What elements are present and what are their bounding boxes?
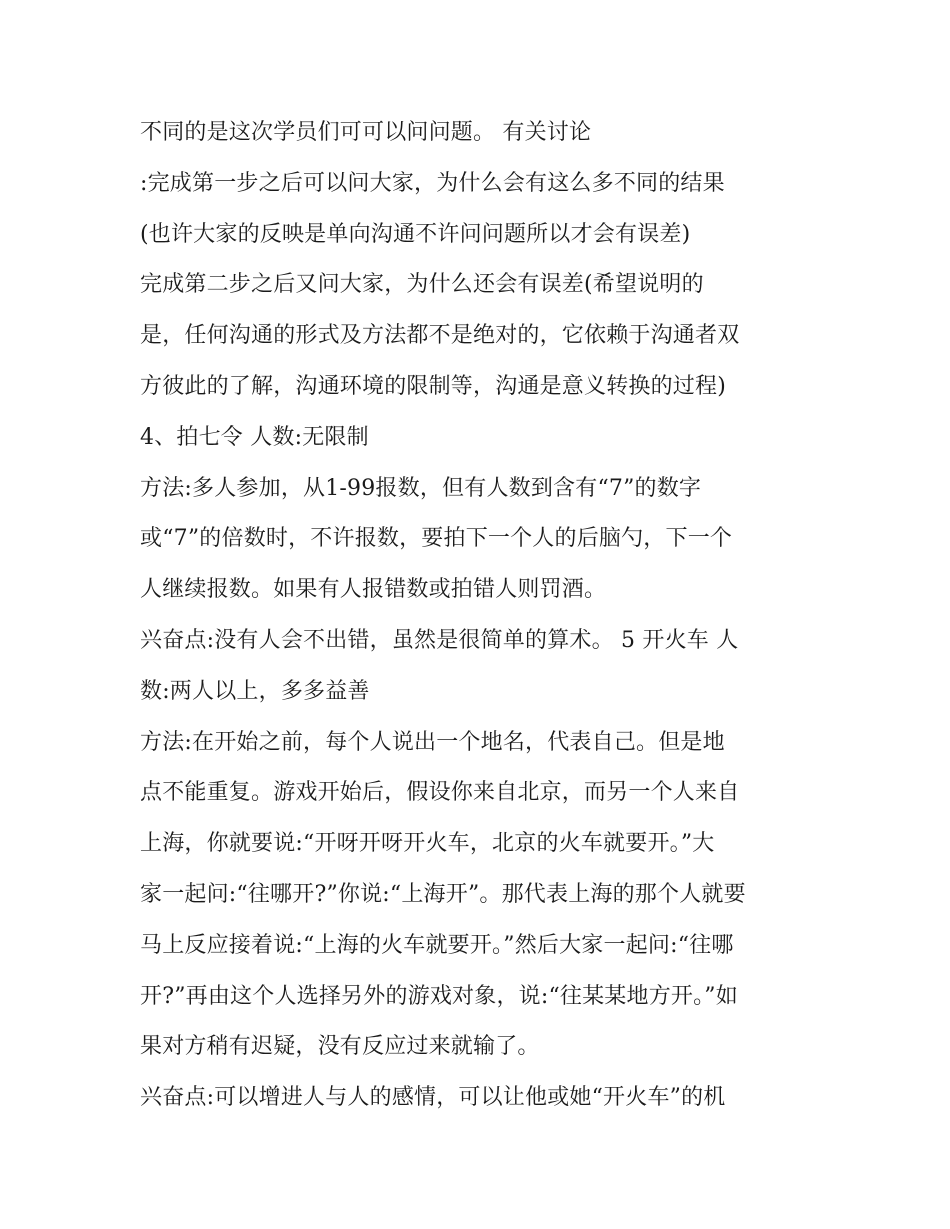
text-line: 方法:多人参加，从1-99报数，但有人数到含有“7”的数字 <box>140 475 702 501</box>
text-line: 点不能重复。游戏开始后，假设你来自北京，而另一个人来自 <box>140 780 740 806</box>
text-line: 方法:在开始之前，每个人说出一个地名，代表自己。但是地 <box>140 729 725 755</box>
text-line: 果对方稍有迟疑，没有反应过来就输了。 <box>140 1034 540 1060</box>
text-line: 兴奋点:没有人会不出错，虽然是很简单的算术。 5 开火车 人 <box>140 627 739 653</box>
text-line: 马上反应接着说:“上海的火车就要开。”然后大家一起问:“往哪 <box>140 932 734 958</box>
text-line: 上海，你就要说:“开呀开呀开火车，北京的火车就要开。”大 <box>140 831 715 857</box>
text-line: 是，任何沟通的形式及方法都不是绝对的，它依赖于沟通者双 <box>140 323 740 349</box>
text-line: 完成第二步之后又问大家，为什么还会有误差(希望说明的 <box>140 272 704 298</box>
text-line: :完成第一步之后可以问大家，为什么会有这么多不同的结果 <box>140 170 725 196</box>
document-body <box>140 108 830 1124</box>
text-line: 不同的是这次学员们可可以问问题。 有关讨论 <box>140 120 592 145</box>
text-line: 兴奋点:可以增进人与人的感情，可以让他或她“开火车”的机 <box>140 1085 726 1111</box>
text-line: (也许大家的反映是单向沟通不许问问题所以才会有误差) <box>140 221 691 247</box>
section-heading: 4、拍七令 人数:无限制 <box>140 424 369 450</box>
text-line: 数:两人以上，多多益善 <box>140 678 370 704</box>
text-line: 家一起问:“往哪开?”你说:“上海开”。那代表上海的那个人就要 <box>140 881 746 907</box>
text-line: 人继续报数。如果有人报错数或拍错人则罚酒。 <box>140 577 607 603</box>
text-line: 或“7”的倍数时，不许报数，要拍下一个人的后脑勺，下一个 <box>140 526 733 552</box>
text-line: 方彼此的了解，沟通环境的限制等，沟通是意义转换的过程) <box>140 373 726 399</box>
text-line: 开?”再由这个人选择另外的游戏对象，说:“往某某地方开。”如 <box>140 983 738 1009</box>
